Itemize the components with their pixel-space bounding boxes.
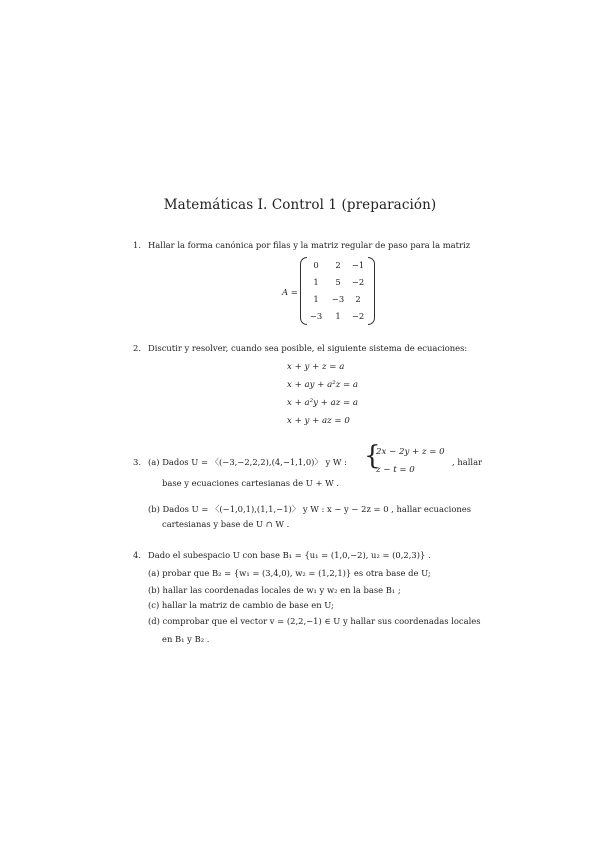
- matrix-cell: −1: [351, 260, 365, 270]
- problem-4-number: 4.: [133, 550, 141, 560]
- problem-4-intro: Dado el subespacio U con base B₁ = {u₁ = (1,0,−2), u₂ = (0,2,3)} .: [148, 550, 431, 560]
- problem-4a: (a) probar que B₂ = {w₁ = (3,4,0), w₂ = (1,2,1)} es otra base de U;: [148, 568, 431, 578]
- page-title: Matemáticas I. Control 1 (preparación): [163, 197, 437, 213]
- matrix-cell: 5: [335, 277, 341, 287]
- problem-4d-line2: en B₁ y B₂ .: [162, 634, 210, 644]
- matrix-cell: 2: [355, 294, 361, 304]
- problem-3a-line: (a) Dados U = 〈(−3,−2,2,2),(4,−1,1,0)〉 y W :: [148, 457, 347, 467]
- matrix-cell: 1: [313, 277, 319, 287]
- problem-4c: (c) hallar la matriz de cambio de base en U;: [148, 600, 334, 610]
- problem-2-text: Discutir y resolver, cuando sea posible, el siguiente sistema de ecuaciones:: [148, 343, 468, 353]
- equation-1: x + y + z = a: [287, 362, 345, 372]
- problem-4d: (d) comprobar que el vector v = (2,2,−1) ∈ U y hallar sus coordenadas locales: [148, 616, 481, 626]
- problem-1-text: Hallar la forma canónica por filas y la matriz regular de paso para la matriz: [148, 240, 471, 250]
- equation-3: x + a²y + az = a: [287, 398, 359, 408]
- matrix-cell: −2: [351, 311, 365, 321]
- system-eq-2: z − t = 0: [376, 465, 415, 475]
- equation-2: x + ay + a²z = a: [287, 380, 359, 390]
- problem-3-number: 3.: [133, 457, 141, 467]
- problem-3a-tail: , hallar: [452, 457, 483, 467]
- matrix-cell: −3: [331, 294, 345, 304]
- problem-4b: (b) hallar las coordenadas locales de w₁ y w₂ en la base B₁ ;: [148, 585, 401, 595]
- problem-1-number: 1.: [133, 240, 141, 250]
- matrix-right-bracket: [368, 257, 375, 325]
- matrix-label: A =: [282, 287, 298, 297]
- matrix-cell: 2: [335, 260, 341, 270]
- system-brace: {: [364, 441, 381, 471]
- matrix-cell: 1: [335, 311, 341, 321]
- matrix-cell: 1: [313, 294, 319, 304]
- matrix-cell: 0: [313, 260, 319, 270]
- problem-3a-line2: base y ecuaciones cartesianas de U + W .: [162, 478, 340, 488]
- equation-4: x + y + az = 0: [287, 416, 350, 426]
- system-eq-1: 2x − 2y + z = 0: [376, 447, 445, 457]
- matrix-a: [280, 255, 380, 327]
- matrix-cell: −3: [309, 311, 323, 321]
- problem-3b-line: (b) Dados U = 〈(−1,0,1),(1,1,−1)〉 y W : x − y − 2z = 0 , hallar ecuaciones: [148, 504, 472, 514]
- problem-2-number: 2.: [133, 343, 141, 353]
- problem-3b-line2: cartesianas y base de U ∩ W .: [162, 519, 290, 529]
- matrix-cell: −2: [351, 277, 365, 287]
